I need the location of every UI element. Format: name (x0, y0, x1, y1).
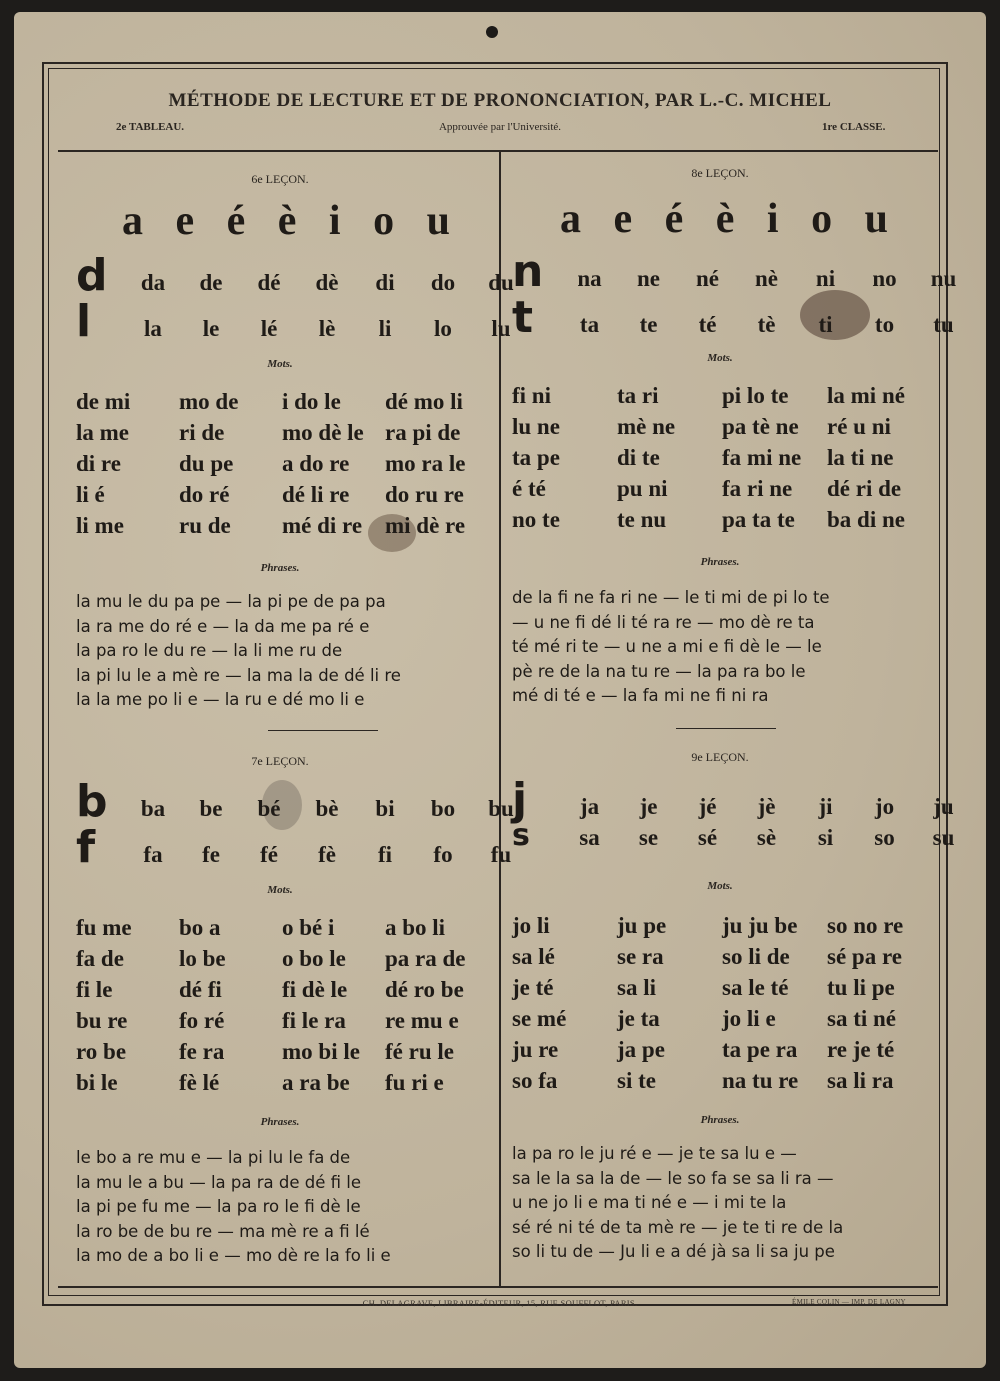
word-item: dé ro be (385, 977, 464, 1002)
syllable: bé (257, 796, 281, 821)
phrase-line: so li tu de — Ju li e a dé jà sa li sa ju pe (512, 1242, 835, 1261)
word-item: mé di re (282, 513, 363, 538)
lesson-9-phrases-label: Phrases. (700, 1114, 740, 1126)
word-item: sé pa re (827, 944, 902, 969)
word-item: di te (617, 445, 660, 470)
word-item: ta pe ra (722, 1037, 798, 1062)
word-item: sa li ra (827, 1068, 894, 1093)
phrase-line: la ro be de bu re — ma mè re a fi lé (76, 1221, 370, 1241)
syllable: no (872, 266, 897, 291)
lesson-8-syllable-row (512, 292, 973, 343)
lesson-6-title: 6e LEÇON. (251, 172, 309, 186)
consonant: s (512, 818, 530, 853)
lesson-8-syllable-row (512, 246, 973, 297)
word-item: sa ti né (827, 1006, 896, 1031)
phrase-line: — u ne fi dé li té ra re — mo dè re ta (512, 612, 815, 632)
syllable: nè (755, 266, 778, 291)
word-item: no te (512, 507, 560, 532)
word-item: ré u ni (827, 414, 891, 439)
word-item: bo a (179, 915, 221, 940)
word-item: sa li (617, 975, 656, 1000)
lesson-9-title: 9e LEÇON. (691, 750, 749, 764)
word-item: fa ri ne (722, 476, 793, 501)
word-item: la ti ne (827, 445, 894, 470)
hanging-hole (486, 26, 498, 38)
lesson-7-title: 7e LEÇON. (251, 754, 309, 768)
word-item: fè lé (179, 1070, 220, 1095)
syllable: ju (933, 794, 954, 819)
word-item: ta ri (617, 383, 659, 408)
consonant: b (76, 776, 108, 827)
word-item: lo be (179, 946, 226, 971)
word-item: mè ne (617, 414, 676, 439)
syllable: na (577, 266, 602, 291)
word-item: so li de (722, 944, 790, 969)
word-item: so no re (827, 913, 904, 938)
syllable: be (199, 796, 223, 821)
word-item: fi ni (512, 383, 551, 408)
word-item: fé ru le (385, 1039, 454, 1064)
vowel-row: a e é è i o u (122, 198, 450, 244)
syllable: né (696, 266, 719, 291)
word-item: ju re (512, 1037, 559, 1062)
word-item: fu me (76, 915, 132, 940)
phrase-line: sé ré ni té de ta mè re — je te ti re de la (512, 1217, 844, 1237)
syllable: si (817, 825, 834, 850)
word-item: ro be (76, 1039, 127, 1064)
consonant: t (512, 292, 534, 343)
phrase-line: la mu le a bu — la pa ra de dé fi le (76, 1172, 361, 1192)
phrase-line: la ra me do ré e — la da me pa ré e (76, 616, 370, 636)
syllable: jé (698, 794, 717, 819)
word-item: ba di ne (827, 507, 905, 532)
word-item: te nu (617, 507, 667, 532)
word-item: se ra (617, 944, 664, 969)
word-item: fi dè le (282, 977, 348, 1002)
lesson-9-mots-label: Mots. (707, 880, 733, 892)
syllable: ta (579, 312, 600, 337)
word-item: ju pe (617, 913, 667, 938)
syllable: di (375, 270, 395, 295)
lesson-7-phrases (76, 1146, 391, 1269)
lesson-9-syllable-row (512, 818, 973, 853)
vowel-row: a e é è i o u (560, 196, 888, 242)
word-item: ju ju be (722, 913, 798, 938)
word-item: dé fi (179, 977, 222, 1002)
lesson-6-syllable-row (76, 296, 530, 347)
phrase-line: u ne jo li e ma ti né e — i mi te la (512, 1193, 787, 1212)
classe-label: 1re CLASSE. (822, 121, 886, 133)
word-item: fi le ra (282, 1008, 346, 1033)
syllable: ja (579, 794, 600, 819)
syllable: bo (430, 796, 456, 821)
word-item: dé li re (282, 482, 350, 507)
word-item: pa tè ne (722, 414, 799, 439)
word-item: de mi (76, 389, 131, 414)
syllable: jo (874, 794, 895, 819)
word-item: li é (76, 482, 105, 507)
lesson-6-syllable-row (76, 250, 530, 301)
syllable: so (874, 825, 895, 850)
phrase-line: la mo de a bo li e — mo dè re la fo li e (76, 1246, 391, 1265)
syllable: tè (757, 312, 776, 337)
word-item: ja pe (617, 1037, 665, 1062)
syllable: sa (579, 825, 600, 850)
word-item: ta pe (512, 445, 560, 470)
word-item: di re (76, 451, 121, 476)
syllable: ne (637, 266, 660, 291)
syllable: fe (202, 842, 220, 867)
syllable: nu (930, 266, 957, 291)
word-item: je ta (617, 1006, 660, 1031)
consonant: j (512, 774, 528, 825)
lesson-9-mots (512, 910, 932, 1096)
word-item: fa de (76, 946, 124, 971)
phrase-line: la la me po li e — la ru e dé mo li e (76, 690, 365, 709)
lesson-separator (268, 730, 378, 731)
phrase-line: la pi lu le a mè re — la ma la de dé li re (76, 665, 401, 685)
word-item: do ré (179, 482, 230, 507)
syllable: bu (488, 796, 514, 821)
syllable: se (638, 825, 659, 850)
lesson-6-mots-label: Mots. (267, 358, 293, 370)
syllable: bi (375, 796, 395, 821)
syllable: to (874, 312, 895, 337)
syllable: fè (318, 842, 336, 867)
syllable: tu (933, 312, 954, 337)
syllable: ti (818, 312, 833, 337)
phrase-line: le bo a re mu e — la pi lu le fa de (76, 1148, 351, 1167)
word-item: tu li pe (827, 975, 895, 1000)
lesson-separator (676, 728, 776, 729)
consonant: l (76, 296, 92, 347)
word-item: do ru re (385, 482, 464, 507)
lesson-8-phrases (512, 586, 830, 709)
word-item: fo ré (179, 1008, 225, 1033)
word-item: sa le té (722, 975, 789, 1000)
word-item: pa ra de (385, 946, 466, 971)
word-item: mo ra le (385, 451, 466, 476)
syllable: dé (257, 270, 281, 295)
syllable: bè (315, 796, 339, 821)
syllable: fa (143, 842, 163, 867)
syllable: le (202, 316, 220, 341)
consonant: n (512, 246, 544, 297)
syllable: fé (260, 842, 278, 867)
phrase-line: té mé ri te — u ne a mi e fi dè le — le (512, 637, 822, 656)
header-divider (58, 150, 938, 152)
word-item: je té (512, 975, 554, 1000)
word-item: bu re (76, 1008, 128, 1033)
tableau-label: 2e TABLEAU. (116, 121, 185, 133)
phrase-line: sa le la sa la de — le so fa se sa li ra — (512, 1168, 834, 1188)
syllable: fu (490, 842, 512, 867)
word-item: a do re (282, 451, 350, 476)
syllable: jè (757, 794, 776, 819)
lesson-9-phrases (512, 1142, 843, 1265)
word-item: mi dè re (385, 513, 466, 538)
syllable: ba (140, 796, 166, 821)
syllable: li (378, 316, 392, 341)
syllable: fi (377, 842, 393, 867)
word-item: sa lé (512, 944, 555, 969)
word-item: dé ri de (827, 476, 902, 501)
syllable: sè (756, 825, 777, 850)
syllable: lo (434, 316, 452, 341)
syllable: fo (433, 842, 453, 867)
phrase-line: mé di té e — la fa mi ne fi ni ra (512, 686, 769, 705)
word-item: ri de (179, 420, 225, 445)
syllable: té (698, 312, 717, 337)
lesson-8-vowels (560, 195, 930, 243)
word-item: bi le (76, 1070, 118, 1095)
publisher-footer: CH. DELAGRAVE, LIBRAIRE-ÉDITEUR, 15, RUE SOUFFLOT, PARIS. (362, 1298, 638, 1308)
word-item: é té (512, 476, 546, 501)
syllable: sé (697, 825, 718, 850)
word-item: mo bi le (282, 1039, 360, 1064)
footer-divider (58, 1286, 938, 1288)
word-item: jo li (512, 913, 550, 938)
word-item: dé mo li (385, 389, 463, 414)
syllable: la (144, 316, 162, 341)
syllable: dè (315, 270, 339, 295)
word-item: i do le (282, 389, 341, 414)
word-item: si te (617, 1068, 656, 1093)
phrase-line: pè re de la na tu re — la pa ra bo le (512, 661, 806, 681)
lesson-7-syllable-row (76, 822, 530, 873)
lesson-6-phrases (76, 590, 401, 713)
printer-footer: ÉMILE COLIN — IMP. DE LAGNY (792, 1298, 906, 1306)
word-item: re je té (827, 1037, 895, 1062)
word-item: pa ta te (722, 507, 795, 532)
syllable: de (199, 270, 223, 295)
approval-label: Approuvée par l'Université. (438, 121, 562, 133)
lesson-6-vowels (122, 197, 486, 245)
word-item: la me (76, 420, 130, 445)
phrase-line: la pi pe fu me — la pa ro le fi dè le (76, 1197, 361, 1216)
consonant: f (76, 822, 96, 873)
lesson-6-mots (76, 386, 488, 541)
syllable: je (639, 794, 658, 819)
lesson-7-mots (76, 912, 488, 1098)
word-item: na tu re (722, 1068, 799, 1093)
syllable: su (932, 825, 955, 850)
word-item: lu ne (512, 414, 560, 439)
word-item: ru de (179, 513, 231, 538)
syllable: lu (491, 316, 511, 341)
lesson-8-mots-label: Mots. (707, 352, 733, 364)
syllable: da (140, 270, 166, 295)
word-item: fa mi ne (722, 445, 802, 470)
phrase-line: la mu le du pa pe — la pi pe de pa pa (76, 592, 386, 611)
lesson-7-mots-label: Mots. (267, 884, 293, 896)
word-item: la mi né (827, 383, 905, 408)
lesson-7-syllable-row (76, 776, 530, 827)
word-item: se mé (512, 1006, 567, 1031)
word-item: jo li e (722, 1006, 776, 1031)
word-item: re mu e (385, 1008, 459, 1033)
syllable: lé (260, 316, 278, 341)
syllable: do (430, 270, 456, 295)
syllable: ji (818, 794, 833, 819)
word-item: ra pi de (385, 420, 461, 445)
word-item: pi lo te (722, 383, 789, 408)
syllable: du (488, 270, 514, 295)
phrase-line: de la fi ne fa ri ne — le ti mi de pi lo te (512, 588, 830, 607)
word-item: fe ra (179, 1039, 225, 1064)
lesson-8-mots (512, 380, 932, 535)
word-item: du pe (179, 451, 234, 476)
syllable: lè (318, 316, 336, 341)
word-item: o bé i (282, 915, 335, 940)
word-item: fi le (76, 977, 113, 1002)
page-title: MÉTHODE DE LECTURE ET DE PRONONCIATION, PAR L.-C. MICHEL (168, 90, 832, 111)
lesson-8-phrases-label: Phrases. (700, 556, 740, 568)
syllable: ni (815, 266, 836, 291)
lesson-8-title: 8e LEÇON. (691, 166, 749, 180)
lesson-7-phrases-label: Phrases. (260, 1116, 300, 1128)
lesson-6-phrases-label: Phrases. (260, 562, 300, 574)
word-item: o bo le (282, 946, 346, 971)
word-item: a ra be (282, 1070, 350, 1095)
word-item: fu ri e (385, 1070, 444, 1095)
syllable: te (639, 312, 658, 337)
word-item: pu ni (617, 476, 668, 501)
word-item: mo dè le (282, 420, 364, 445)
word-item: li me (76, 513, 124, 538)
word-item: a bo li (385, 915, 446, 940)
phrase-line: la pa ro le du re — la li me ru de (76, 641, 343, 660)
word-item: mo de (179, 389, 239, 414)
consonant: d (76, 250, 108, 301)
word-item: so fa (512, 1068, 558, 1093)
phrase-line: la pa ro le ju ré e — je te sa lu e — (512, 1144, 797, 1163)
